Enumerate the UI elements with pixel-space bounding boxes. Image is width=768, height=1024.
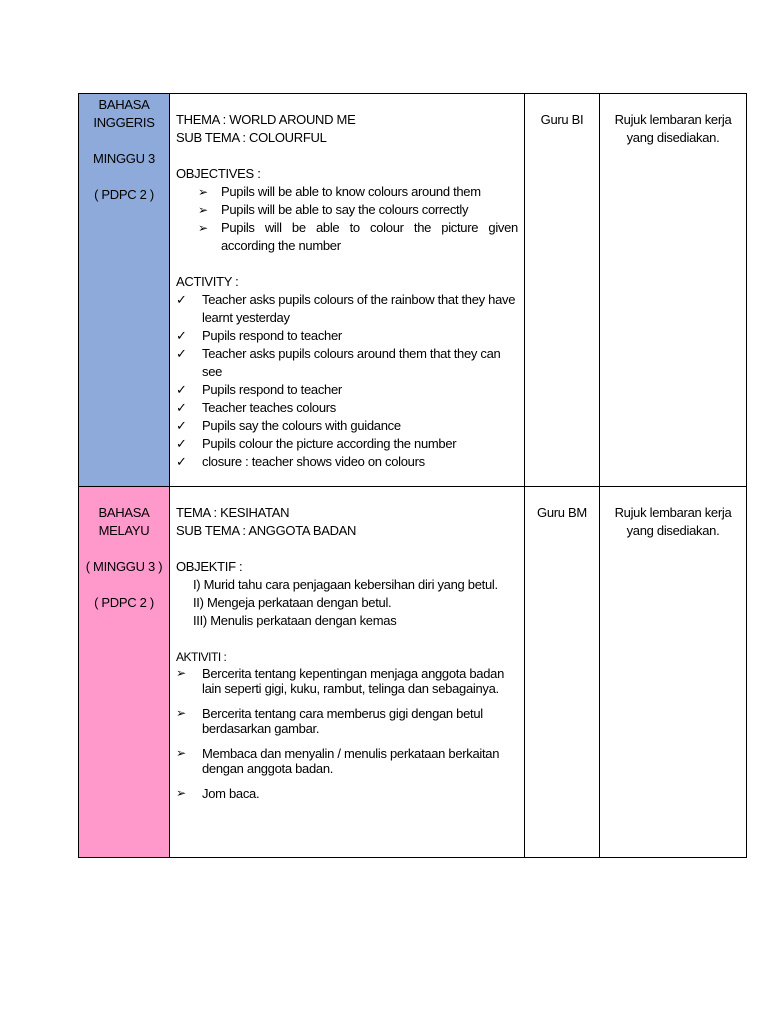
content-cell-bi — [170, 94, 525, 487]
list-item: II) Mengeja perkataan dengan betul. — [193, 595, 392, 610]
list-item: ➢ Pupils will be able to colour the picture given according the number — [198, 220, 518, 253]
arrow-bullet-icon: ➢ — [176, 786, 186, 800]
lesson-plan-table — [78, 93, 747, 858]
subject-cell-bi — [79, 94, 170, 487]
objectives-list — [176, 576, 518, 630]
objectives-heading: OBJECTIVES : — [176, 166, 261, 181]
objectives-list — [176, 183, 518, 255]
list-item: ➢ Membaca dan menyalin / menulis perkataan berkaitan dengan anggota badan. — [176, 746, 500, 776]
checkmark-icon: ✓ — [176, 400, 187, 415]
teacher-cell-bi — [525, 94, 600, 487]
subject-name-line1: BAHASA — [98, 505, 150, 520]
list-item: ✓ Pupils respond to teacher — [176, 382, 342, 397]
reference-note: Rujuk lembaran kerja yang disediakan. — [614, 505, 732, 538]
list-item: ✓ Teacher asks pupils colours of the rainbow that they have learnt yesterday — [176, 292, 516, 325]
arrow-bullet-icon: ➢ — [176, 666, 186, 680]
list-item: ✓ closure : teacher shows video on colours — [176, 454, 425, 469]
checkmark-icon: ✓ — [176, 418, 187, 433]
arrow-bullet-icon: ➢ — [198, 185, 208, 199]
arrow-bullet-icon: ➢ — [176, 706, 186, 720]
subject-week: MINGGU 3 — [93, 151, 155, 166]
subject-name-line2: INGGERIS — [93, 115, 155, 130]
arrow-bullet-icon: ➢ — [176, 746, 186, 760]
teacher-name: Guru BM — [537, 505, 587, 520]
list-item: ✓ Pupils say the colours with guidance — [176, 418, 401, 433]
subject-week: ( MINGGU 3 ) — [85, 559, 163, 574]
arrow-bullet-icon: ➢ — [198, 203, 208, 217]
table-row-bahasa-inggeris — [79, 94, 747, 487]
subject-session: ( PDPC 2 ) — [94, 595, 154, 610]
table-row-bahasa-melayu — [79, 487, 747, 858]
checkmark-icon: ✓ — [176, 292, 187, 307]
subject-cell-bm — [79, 487, 170, 858]
subject-name-line1: BAHASA — [98, 97, 150, 112]
checkmark-icon: ✓ — [176, 382, 187, 397]
arrow-bullet-icon: ➢ — [198, 221, 208, 235]
list-item: ✓ Teacher teaches colours — [176, 400, 337, 415]
content-cell-bm — [170, 487, 525, 858]
subtheme-heading: SUB TEMA : ANGGOTA BADAN — [176, 523, 357, 538]
note-cell-bm — [600, 487, 747, 858]
list-item: ✓ Teacher asks pupils colours around them that they can see — [176, 346, 501, 379]
subject-session: ( PDPC 2 ) — [94, 187, 154, 202]
checkmark-icon: ✓ — [176, 436, 187, 451]
subject-name-line2: MELAYU — [98, 523, 150, 538]
theme-heading: TEMA : KESIHATAN — [176, 505, 290, 520]
list-item: ➢ Bercerita tentang cara memberus gigi dengan betul berdasarkan gambar. — [176, 706, 483, 736]
theme-heading: THEMA : WORLD AROUND ME — [176, 112, 356, 127]
activity-heading: ACTIVITY : — [176, 274, 239, 289]
subtheme-heading: SUB TEMA : COLOURFUL — [176, 130, 327, 145]
teacher-name: Guru BI — [540, 112, 584, 127]
list-item: ➢ Bercerita tentang kepentingan menjaga anggota badan lain seperti gigi, kuku, rambut, telinga dan sebagainya. — [176, 666, 505, 696]
checkmark-icon: ✓ — [176, 454, 187, 469]
list-item: III) Menulis perkataan dengan kemas — [193, 613, 397, 628]
teacher-cell-bm — [525, 487, 600, 858]
reference-note: Rujuk lembaran kerja yang disediakan. — [614, 112, 732, 145]
list-item: ✓ Pupils respond to teacher — [176, 328, 342, 343]
objectives-heading: OBJEKTIF : — [176, 559, 243, 574]
list-item: ➢ Pupils will be able to say the colours correctly — [198, 202, 469, 217]
list-item: I) Murid tahu cara penjagaan kebersihan diri yang betul. — [193, 577, 498, 592]
activity-heading: AKTIVITI : — [176, 650, 227, 664]
checkmark-icon: ✓ — [176, 346, 187, 361]
list-item: ✓ Pupils colour the picture according the number — [176, 436, 457, 451]
list-item: ➢ Jom baca. — [176, 786, 260, 801]
checkmark-icon: ✓ — [176, 328, 187, 343]
activity-list — [176, 666, 518, 801]
note-cell-bi — [600, 94, 747, 487]
list-item: ➢ Pupils will be able to know colours around them — [198, 184, 481, 199]
activity-list — [176, 291, 518, 471]
